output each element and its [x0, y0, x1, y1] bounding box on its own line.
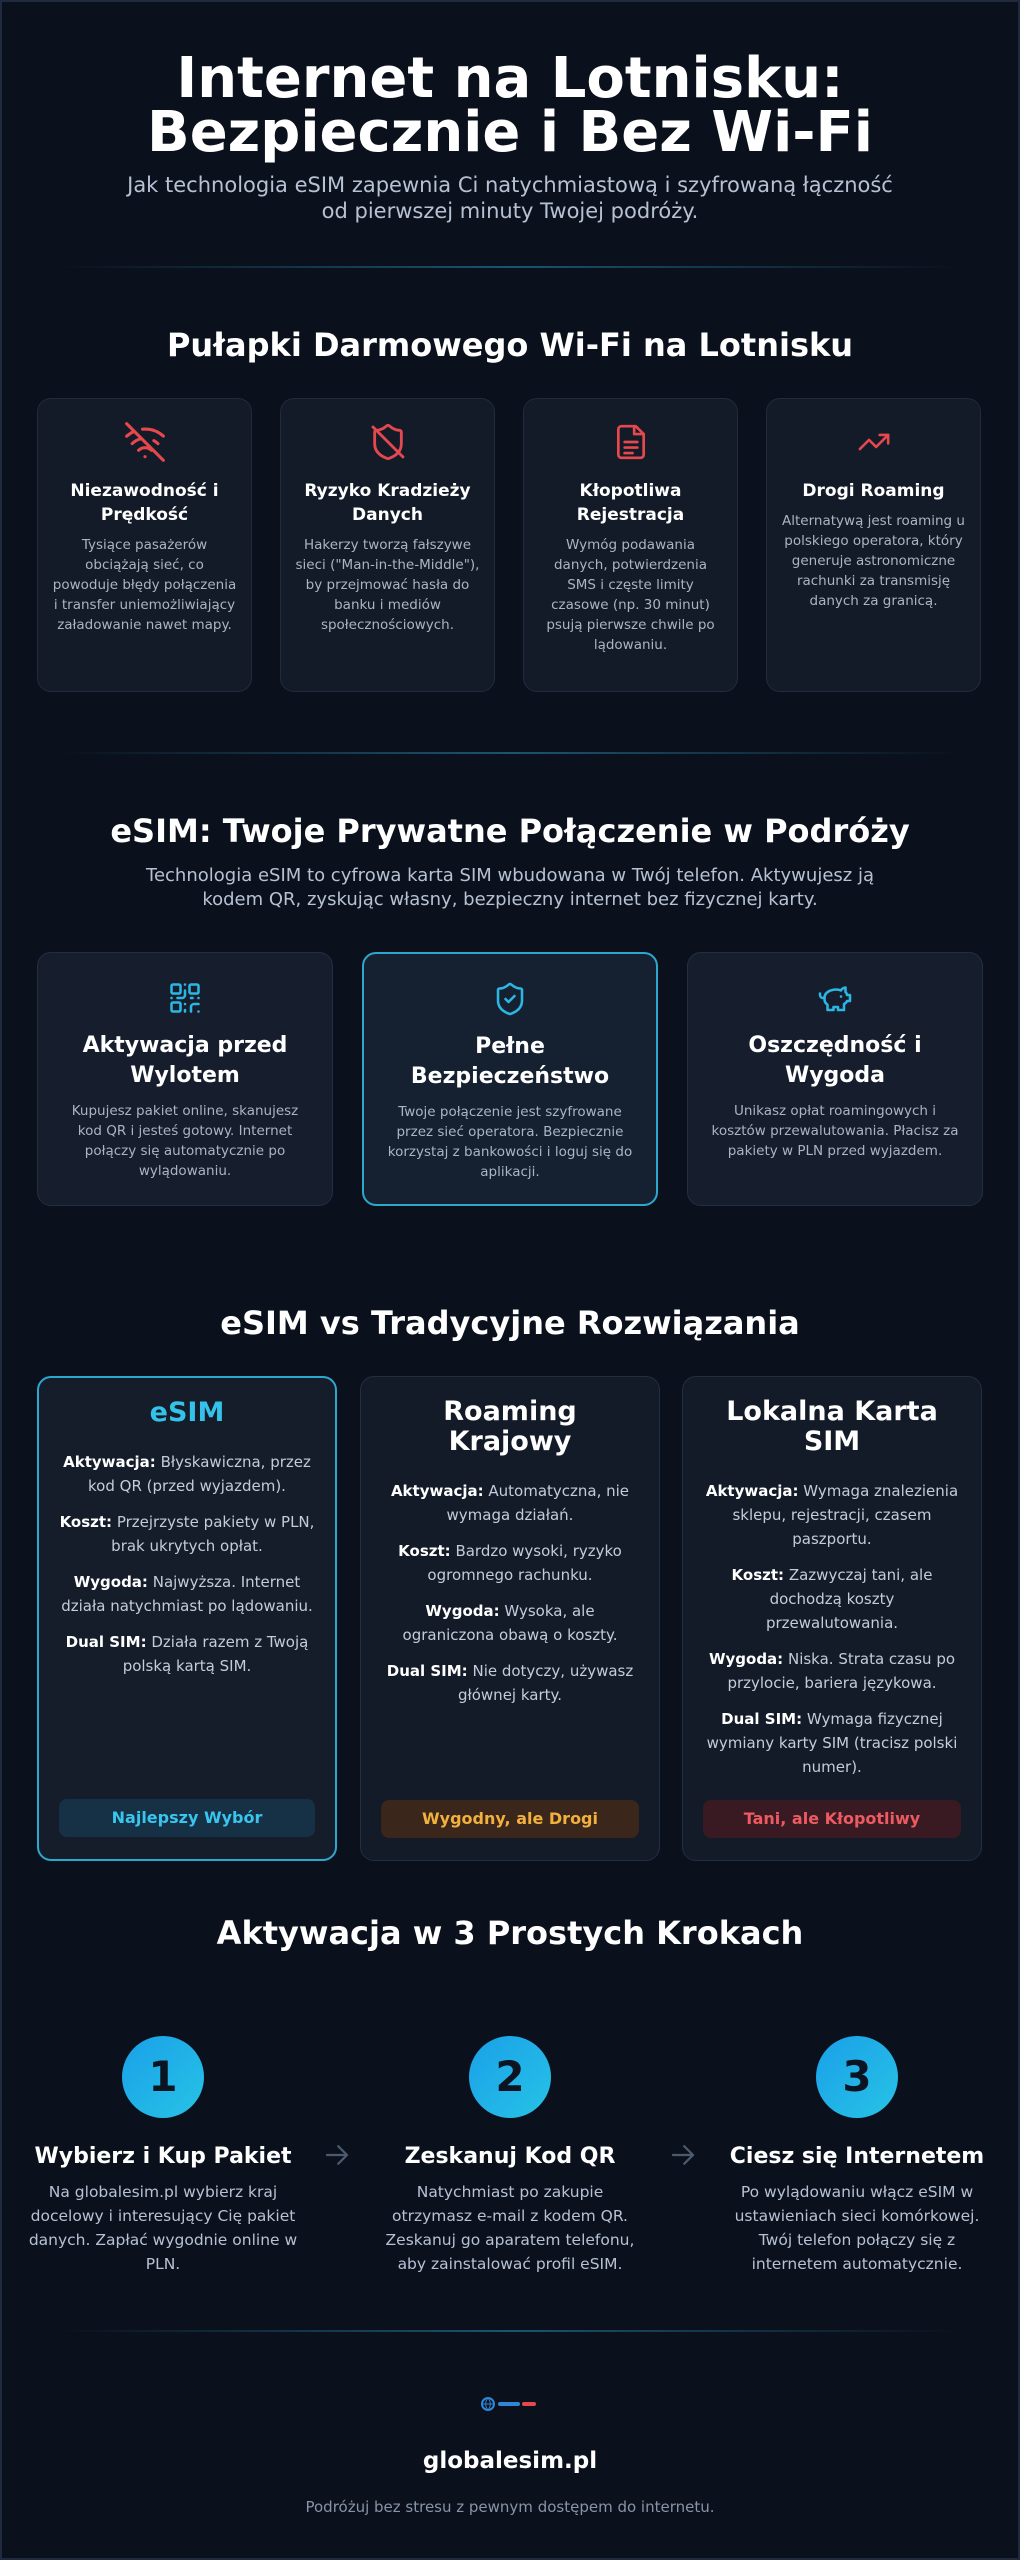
comparison-row: Koszt: Bardzo wysoki, ryzyko ogromnego rachunku. — [398, 1542, 622, 1584]
pitfall-text: Tysiące pasażerów obciążają sieć, co powoduje błędy połączenia i transfer uniemożliwiający załadowanie nawet mapy. — [52, 537, 237, 633]
step-3 — [722, 2036, 992, 2276]
comparison-row: Dual SIM: Działa razem z Twoją polską kartą SIM. — [65, 1633, 309, 1675]
step-1 — [28, 2036, 298, 2276]
footer-brand: globalesim.pl — [422, 2448, 598, 2474]
pitfall-title: Drogi Roaming — [802, 481, 945, 501]
page-title — [0, 46, 1020, 165]
step-number: 3 — [816, 2036, 898, 2118]
comparison-row: Koszt: Zazwyczaj tani, ale dochodzą koszty przewalutowania. — [731, 1566, 933, 1632]
comparison-row: Dual SIM: Wymaga fizycznej wymiany karty SIM (tracisz polski numer). — [706, 1710, 958, 1776]
pitfall-text: Alternatywą jest roaming u polskiego operatora, który generuje astronomiczne rachunki za transmisję danych za granicą. — [782, 513, 965, 609]
step-title: Wybierz i Kup Pakiet — [34, 2144, 292, 2169]
step-title: Zeskanuj Kod QR — [404, 2144, 616, 2169]
pitfall-title: Kłopotliwa Rejestracja — [576, 481, 685, 525]
comparison-card-local-sim — [682, 1376, 982, 1861]
brand-logo-icon — [478, 2394, 542, 2414]
comparison-card-esim — [37, 1376, 337, 1861]
feature-card-security — [362, 952, 658, 1206]
page-title-line-1: Internet na Lotnisku: — [176, 46, 844, 111]
pitfall-text: Wymóg podawania danych, potwierdzenia SMS i częste limity czasowe (np. 30 minut) psują pierwsze chwile po lądowaniu. — [546, 537, 715, 653]
pitfall-text: Hakerzy tworzą fałszywe sieci ("Man-in-the-Middle"), by przejmować hasła do banku i mediów społecznościowych. — [295, 537, 480, 633]
piggy-bank-icon — [710, 979, 960, 1017]
comparison-row: Wygoda: Niska. Strata czasu po przylocie, bariera językowa. — [708, 1650, 956, 1692]
comparison-row: Wygoda: Najwyższa. Internet działa natychmiast po lądowaniu. — [61, 1573, 313, 1615]
arrow-right-icon — [322, 2140, 352, 2170]
arrow-right-icon — [668, 2140, 698, 2170]
page-title-line-2: Bezpiecznie i Bez Wi-Fi — [147, 100, 873, 165]
shield-off-icon — [295, 419, 480, 465]
feature-card-activation — [37, 952, 333, 1206]
divider — [60, 752, 960, 754]
step-text: Na globalesim.pl wybierz kraj docelowy i interesujący Cię pakiet danych. Zapłać wygodnie online w PLN. — [28, 2183, 298, 2273]
badge-best-choice: Najlepszy Wybór — [59, 1799, 315, 1837]
comparison-title: eSIM vs Tradycyjne Rozwiązania — [220, 1304, 800, 1342]
pitfall-card-reliability — [37, 398, 252, 692]
feature-title: Pełne Bezpieczeństwo — [410, 1034, 610, 1089]
esim-description: Technologia eSIM to cyfrowa karta SIM wbudowana w Twój telefon. Aktywujesz ją kodem QR, zyskując własny, bezpieczny internet bez fizycznej karty. — [146, 865, 874, 910]
wifi-off-icon — [52, 419, 237, 465]
trending-up-icon — [781, 419, 966, 465]
feature-text: Twoje połączenie jest szyfrowane przez sieć operatora. Bezpiecznie korzystaj z bankowości i loguj się do aplikacji. — [387, 1104, 633, 1180]
pitfall-title: Ryzyko Kradzieży Danych — [304, 481, 471, 525]
feature-card-savings — [687, 952, 983, 1206]
pitfall-card-roaming — [766, 398, 981, 692]
comparison-row: Koszt: Przejrzyste pakiety w PLN, brak ukrytych opłat. — [59, 1513, 315, 1555]
document-icon — [538, 419, 723, 465]
comparison-row: Aktywacja: Automatyczna, nie wymaga działań. — [390, 1482, 630, 1524]
step-number: 1 — [122, 2036, 204, 2118]
comparison-card-title: Roaming Krajowy — [443, 1396, 577, 1457]
comparison-row: Aktywacja: Błyskawiczna, przez kod QR (przed wyjazdem). — [63, 1453, 311, 1495]
badge-convenient-expensive: Wygodny, ale Drogi — [381, 1800, 639, 1838]
pitfall-card-registration — [523, 398, 738, 692]
step-text: Natychmiast po zakupie otrzymasz e-mail z kodem QR. Zeskanuj go aparatem telefonu, aby zainstalować profil eSIM. — [385, 2183, 635, 2273]
shield-check-icon — [386, 980, 634, 1018]
comparison-row: Aktywacja: Wymaga znalezienia sklepu, rejestracji, czasem paszportu. — [705, 1482, 959, 1548]
pitfall-title: Niezawodność i Prędkość — [70, 481, 219, 525]
step-2 — [375, 2036, 645, 2276]
comparison-row: Dual SIM: Nie dotyczy, używasz głównej karty. — [386, 1662, 634, 1704]
comparison-row: Wygoda: Wysoka, ale ograniczona obawą o koszty. — [402, 1602, 618, 1644]
qr-code-icon — [60, 979, 310, 1017]
divider — [60, 266, 960, 268]
feature-text: Unikasz opłat roamingowych i kosztów przewalutowania. Płacisz za pakiety w PLN przed wyjazdem. — [711, 1103, 959, 1159]
step-number: 2 — [469, 2036, 551, 2118]
pitfalls-title: Pułapki Darmowego Wi-Fi na Lotnisku — [166, 326, 854, 364]
footer-tagline: Podróżuj bez stresu z pewnym dostępem do internetu. — [305, 2498, 715, 2516]
feature-title: Oszczędność i Wygoda — [748, 1033, 922, 1088]
comparison-card-roaming — [360, 1376, 660, 1861]
divider — [60, 2330, 960, 2332]
step-text: Po wylądowaniu włącz eSIM w ustawieniach sieci komórkowej. Twój telefon połączy się z internetem automatycznie. — [734, 2183, 980, 2273]
feature-text: Kupujesz pakiet online, skanujesz kod QR i jesteś gotowy. Internet połączy się automatycznie po wylądowaniu. — [71, 1103, 299, 1179]
esim-title: eSIM: Twoje Prywatne Połączenie w Podróży — [110, 812, 910, 850]
page-subtitle: Jak technologia eSIM zapewnia Ci natychmiastową i szyfrowaną łączność od pierwszej minuty Twojej podróży. — [127, 173, 893, 223]
step-title: Ciesz się Internetem — [729, 2144, 985, 2169]
feature-title: Aktywacja przed Wylotem — [82, 1033, 288, 1088]
pitfall-card-data-theft — [280, 398, 495, 692]
comparison-card-title: eSIM — [149, 1397, 225, 1428]
comparison-card-title: Lokalna Karta SIM — [726, 1396, 938, 1457]
steps-title: Aktywacja w 3 Prostych Krokach — [216, 1914, 804, 1952]
badge-cheap-troublesome: Tani, ale Kłopotliwy — [703, 1800, 961, 1838]
